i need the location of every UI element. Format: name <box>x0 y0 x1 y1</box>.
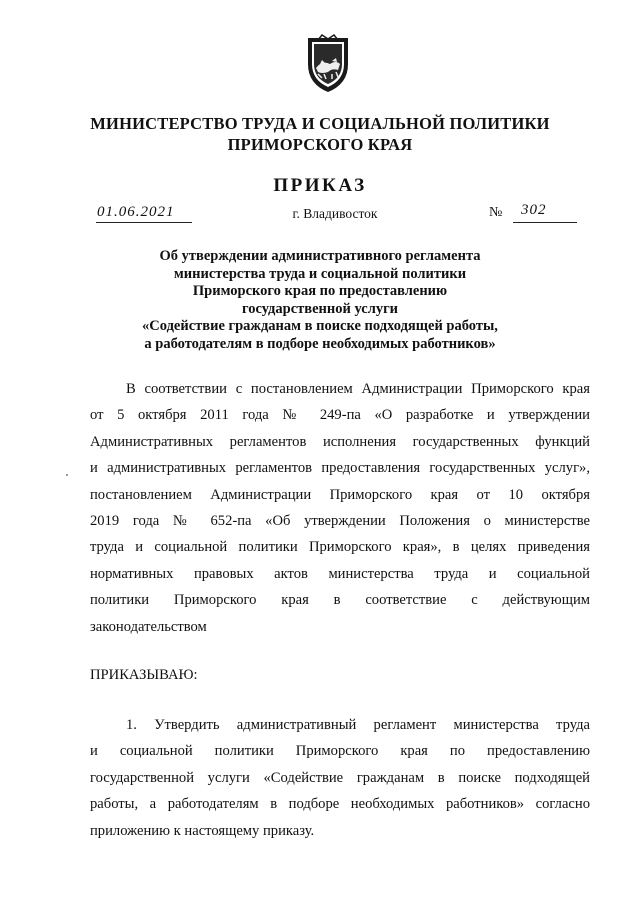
subject-line: государственной услуги <box>241 300 399 317</box>
preamble-line: законодательством <box>90 618 207 635</box>
document-city: г. Владивосток <box>292 206 378 221</box>
preamble-line: и административных регламентов предоставления государственных услуг», <box>90 460 590 477</box>
scan-speck <box>66 474 68 476</box>
preamble-line: политики Приморского края в соответствие с действующим <box>90 592 590 609</box>
item-line: государственной услуги «Содействие гражданам в поиске подходящей <box>90 769 590 786</box>
order-item-1 <box>90 712 590 844</box>
number-sign: № <box>489 205 503 220</box>
preamble-line: 2019 года № 652-па «Об утверждении Положения о министерстве <box>90 513 590 530</box>
subject-line: «Содействие гражданам в поиске подходящей работы, <box>142 318 498 334</box>
subject-line: а работодателям в подборе необходимых работников» <box>144 335 496 352</box>
preamble-line: Административных регламентов исполнения государственных функций <box>90 433 590 450</box>
subject-line: Приморского края по предоставлению <box>192 283 448 299</box>
item-line: и социальной политики Приморского края по предоставлению <box>90 743 590 760</box>
item-line: работы, а работодателям в подборе необходимых работников» согласно <box>90 796 590 813</box>
subject-line: министерства труда и социальной политики <box>173 265 467 282</box>
number-underline <box>513 222 577 223</box>
preamble-line: постановлением Администрации Приморского края от 10 октября <box>90 486 590 503</box>
document-number: 302 <box>521 202 547 218</box>
document-subject <box>0 248 640 353</box>
preamble-line: труда и социальной политики Приморского края», в целях приведения <box>90 539 590 556</box>
ministry-name <box>0 113 640 155</box>
item-line: приложению к настоящему приказу. <box>90 822 315 839</box>
document-type: ПРИКАЗ <box>273 175 367 196</box>
ministry-name-line1: МИНИСТЕРСТВО ТРУДА И СОЦИАЛЬНОЙ ПОЛИТИКИ <box>90 114 550 133</box>
subject-line: Об утверждении административного регламента <box>159 248 481 264</box>
coat-of-arms-icon <box>302 34 354 94</box>
preamble-line: нормативных правовых актов министерства труда и социальной <box>90 565 590 582</box>
document-date: 01.06.2021 <box>97 204 175 220</box>
preamble-line: В соответствии с постановлением Администрации Приморского края <box>126 381 590 397</box>
ministry-name-line2: ПРИМОРСКОГО КРАЯ <box>227 135 413 154</box>
date-underline <box>96 222 192 223</box>
preamble-paragraph <box>90 376 590 640</box>
item-line: 1. Утвердить административный регламент министерства труда <box>126 717 590 733</box>
preamble-line: от 5 октября 2011 года № 249-па «О разработке и утверждении <box>90 407 590 424</box>
order-word: ПРИКАЗЫВАЮ: <box>90 667 198 683</box>
